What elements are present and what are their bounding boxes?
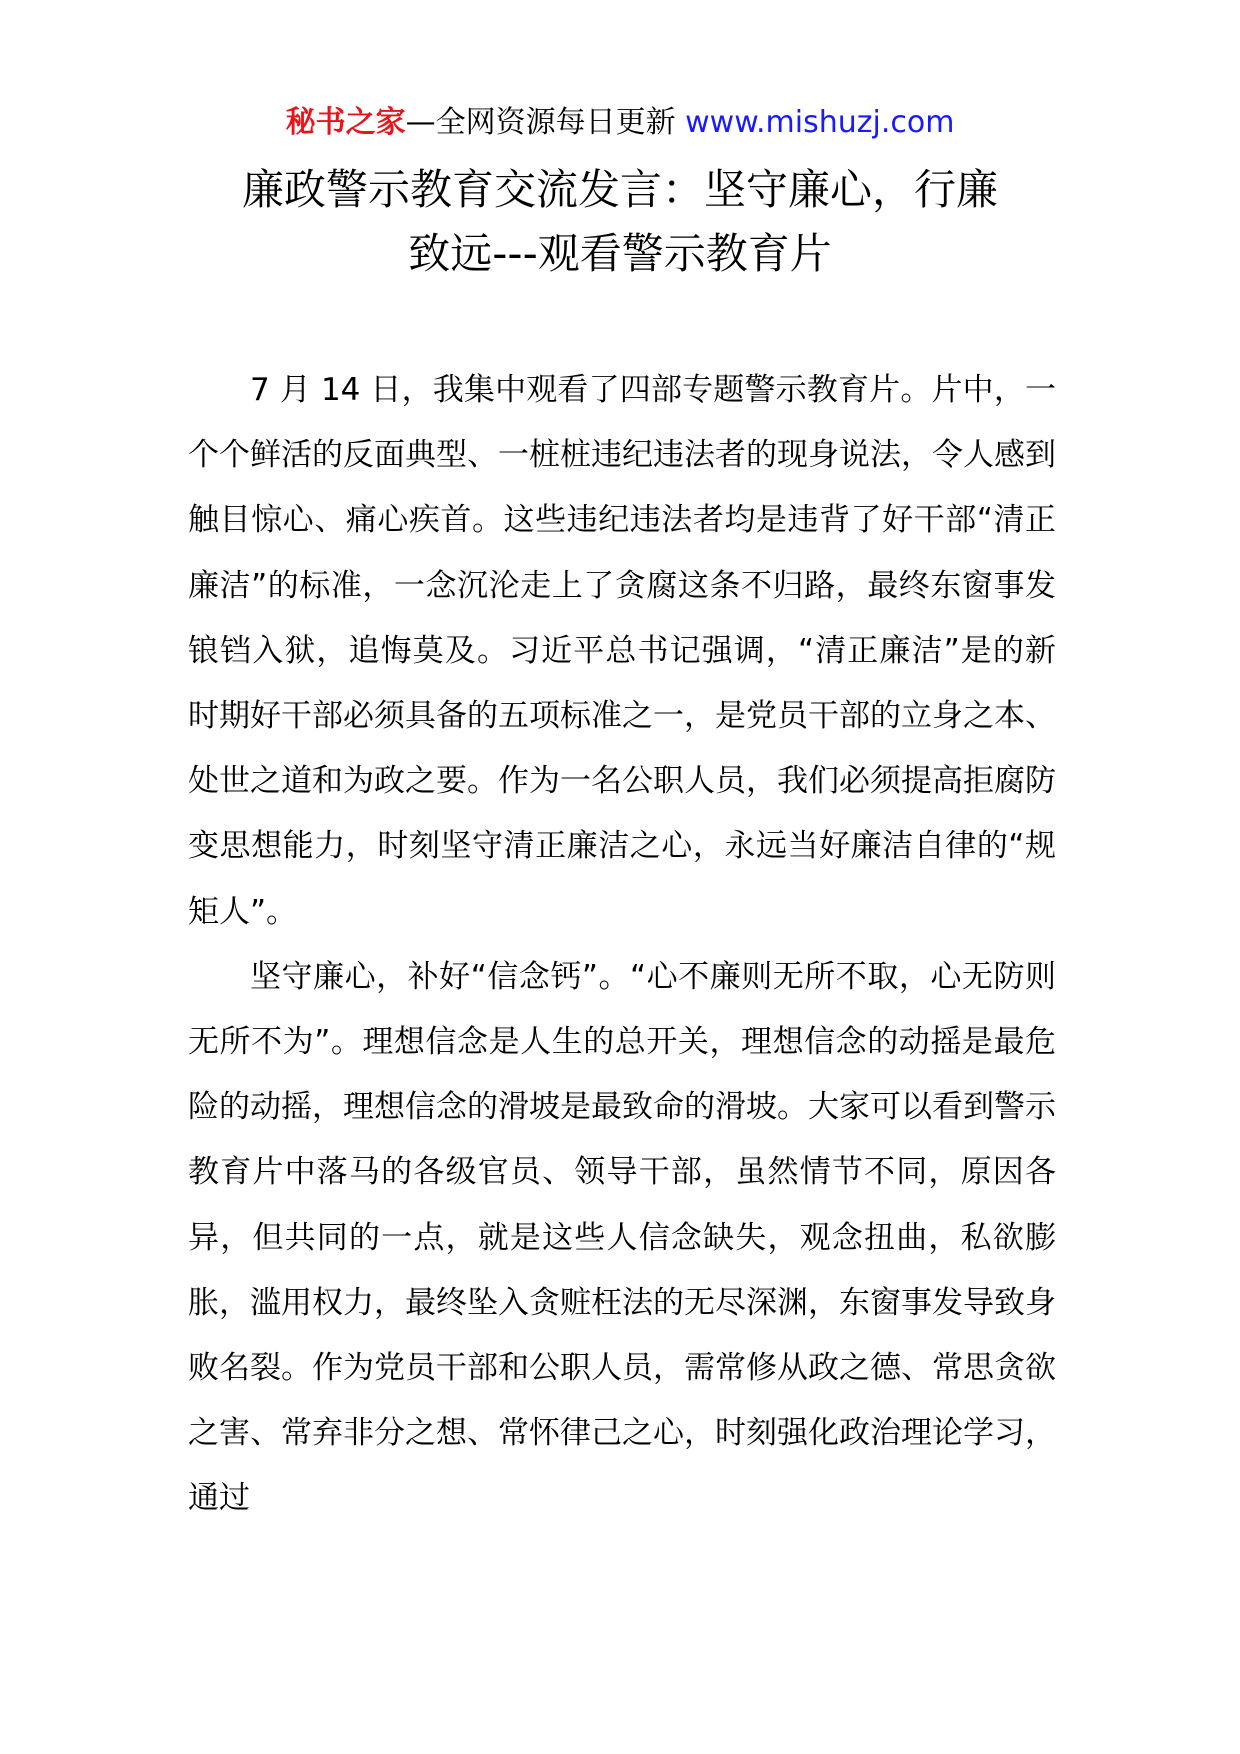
header-tagline: —全网资源每日更新 [405,105,676,140]
site-header [0,100,1240,146]
title-line-1: 廉政警示教育交流发言：坚守廉心，行廉 [241,165,998,214]
document-title [180,158,1060,286]
brand-name: 秘书之家 [285,105,406,140]
body-paragraph-2: 坚守廉心，补好“信念钙”。“心不廉则无所不取，心无防则无所不为”。理想信念是人生的总开关，理想信念的动摇是最危险的动摇，理想信念的滑坡是最致命的滑坡。大家可以看到警示教育片中落马的各级官员、领导干部，虽然情节不同，原因各异，但共同的一点，就是这些人信念缺失，观念扭曲，私欲膨胀，滥用权力，最终坠入贪赃枉法的无尽深渊，东窗事发导致身败名裂。作为党员干部和公职人员，需常修从政之德、常思贪欲之害、常弃非分之想、常怀律己之心，时刻强化政治理论学习，通过 [188,958,1056,1517]
body-paragraph-1: 7 月 14 日，我集中观看了四部专题警示教育片。片中，一个个鲜活的反面典型、一桩桩违纪违法者的现身说法，令人感到触目惊心、痛心疾首。这些违纪违法者均是违背了好干部“清正廉洁”的标准，一念沉沦走上了贪腐这条不归路，最终东窗事发锒铛入狱，追悔莫及。习近平总书记强调，“清正廉洁”是的新时期好干部必须具备的五项标准之一，是党员干部的立身之本、处世之道和为政之要。作为一名公职人员，我们必须提高拒腐防变思想能力，时刻坚守清正廉洁之心，永远当好廉洁自律的“规矩人”。 [188,372,1056,930]
document-body [188,358,1056,1532]
site-url-link[interactable]: www.mishuzj.com [685,105,955,140]
title-line-2: 致远---观看警示教育片 [408,229,832,278]
